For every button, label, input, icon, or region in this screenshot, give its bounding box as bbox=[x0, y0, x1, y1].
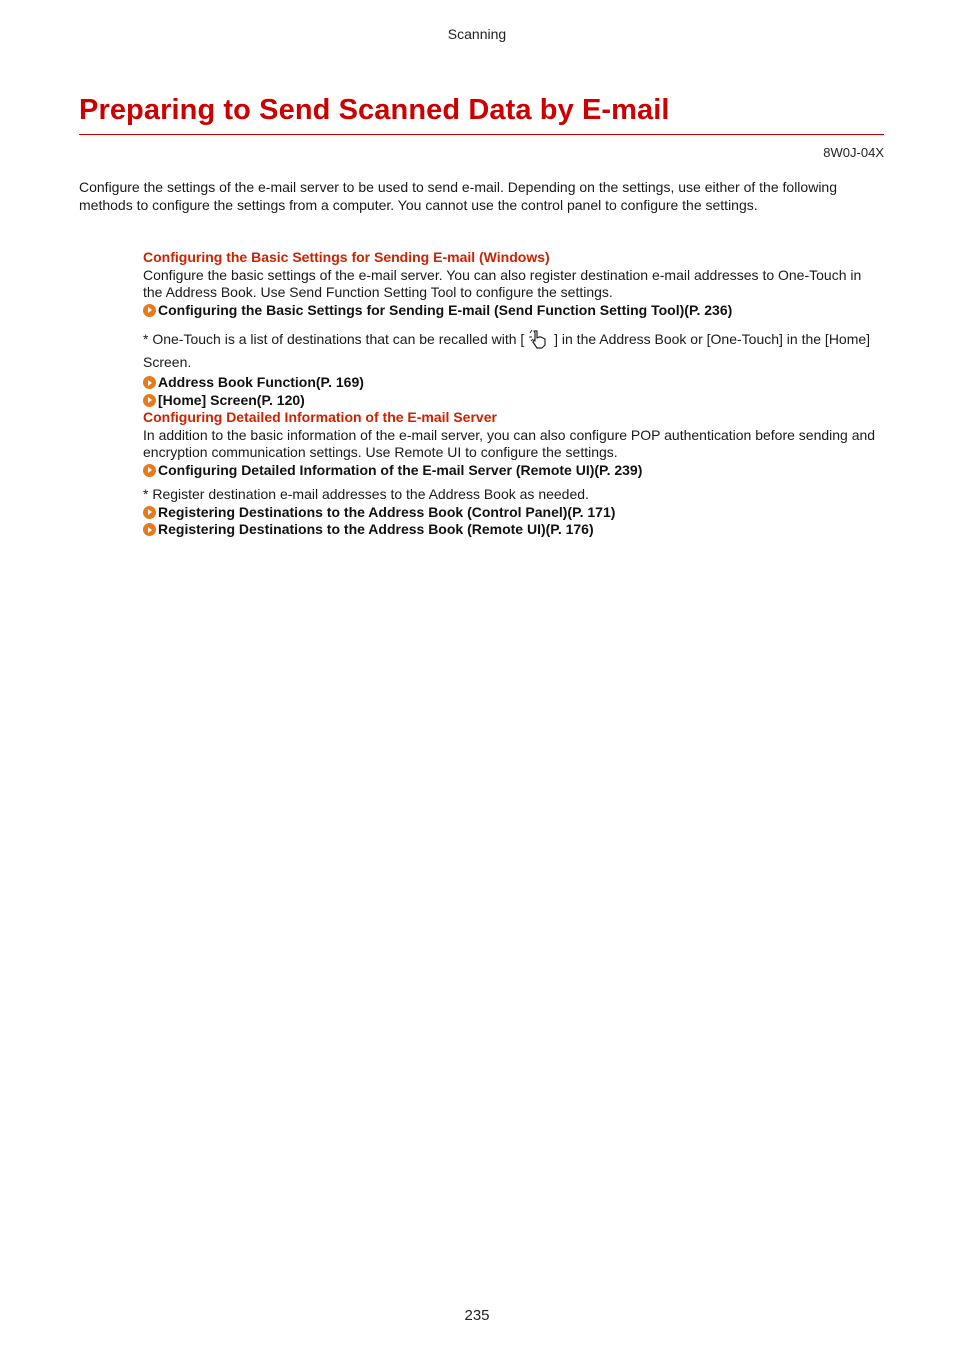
intro-paragraph: Configure the settings of the e-mail server to be used to send e-mail. Depending on the settings, use either of the following methods to configure the settings from a computer. You cannot use the control panel to configure the settings. bbox=[79, 179, 837, 213]
section-detailed-information bbox=[143, 409, 883, 539]
link-home-screen[interactable] bbox=[143, 392, 883, 410]
link-address-book-function[interactable] bbox=[143, 374, 883, 392]
note-text-end: ] in the Address Book or [One-Touch] in the [Home] Screen. bbox=[143, 331, 871, 370]
link-register-control-panel[interactable] bbox=[143, 504, 883, 522]
section-basic-settings bbox=[143, 249, 883, 409]
link-label: Configuring Detailed Information of the E-mail Server (Remote UI)(P. 239) bbox=[158, 461, 643, 478]
note-text-start: * One-Touch is a list of destinations that can be recalled with [ bbox=[143, 331, 525, 347]
note-register-destinations: * Register destination e-mail addresses to the Address Book as needed. bbox=[143, 486, 589, 502]
arrow-bullet-icon bbox=[143, 523, 156, 536]
link-remote-ui-email-server[interactable] bbox=[143, 462, 883, 480]
arrow-bullet-icon bbox=[143, 506, 156, 519]
section-heading: Configuring Detailed Information of the E-mail Server bbox=[143, 409, 497, 425]
title-divider bbox=[79, 134, 884, 135]
running-header: Scanning bbox=[447, 26, 507, 42]
page-title: Preparing to Send Scanned Data by E-mail bbox=[79, 94, 670, 126]
arrow-bullet-icon bbox=[143, 464, 156, 477]
link-send-function-setting-tool[interactable] bbox=[143, 302, 883, 320]
link-label: Registering Destinations to the Address Book (Remote UI)(P. 176) bbox=[158, 521, 594, 537]
link-label: Address Book Function(P. 169) bbox=[158, 374, 364, 390]
link-label: Registering Destinations to the Address Book (Control Panel)(P. 171) bbox=[158, 503, 616, 520]
link-register-remote-ui[interactable] bbox=[143, 521, 883, 539]
arrow-bullet-icon bbox=[143, 304, 156, 317]
page-number: 235 bbox=[464, 1307, 490, 1324]
note-one-touch bbox=[143, 327, 883, 374]
section-body: In addition to the basic information of the e-mail server, you can also configure POP authentication before sending and encryption communication settings. Use Remote UI to configure the settings. bbox=[143, 426, 876, 460]
one-touch-icon bbox=[528, 327, 550, 349]
arrow-bullet-icon bbox=[143, 394, 156, 407]
document-code: 8W0J-04X bbox=[823, 145, 884, 160]
link-label: [Home] Screen(P. 120) bbox=[158, 391, 305, 408]
section-heading: Configuring the Basic Settings for Sending E-mail (Windows) bbox=[143, 249, 550, 265]
arrow-bullet-icon bbox=[143, 376, 156, 389]
link-label: Configuring the Basic Settings for Sending E-mail (Send Function Setting Tool)(P. 236) bbox=[158, 301, 733, 318]
section-body: Configure the basic settings of the e-mail server. You can also register destination e-mail addresses to One-Touch in the Address Book. Use Send Function Setting Tool to configure the settings. bbox=[143, 266, 862, 300]
